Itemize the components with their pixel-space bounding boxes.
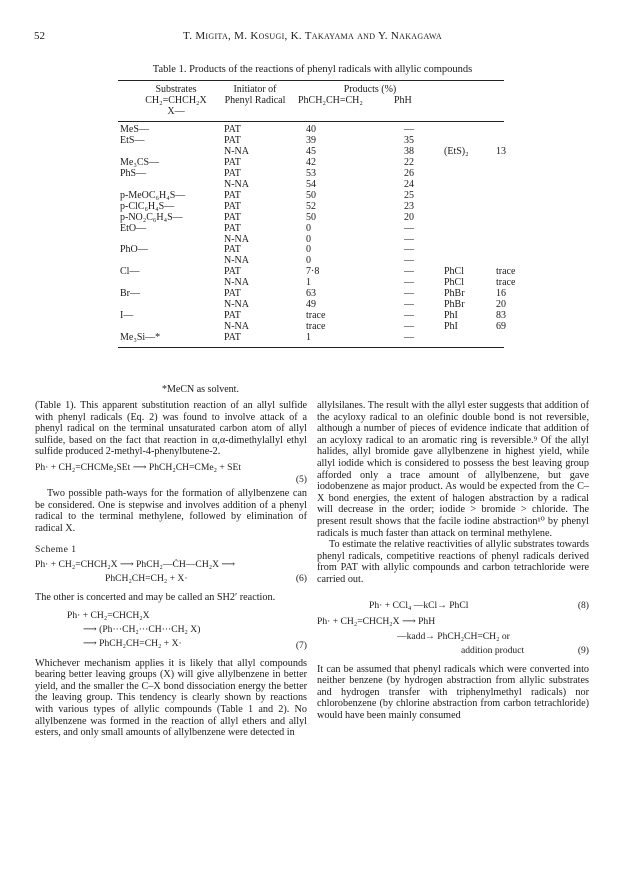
table-row bbox=[118, 289, 536, 300]
left-paragraph-2: Two possible path-ways for the formation of allylbenzene can be considered. One is stepwise and involves addition of a phenyl radical to the terminal methylene, followed by elimination of radical X. bbox=[35, 487, 307, 534]
allylbenzene-yield-cell: 45 bbox=[306, 145, 316, 157]
table-row bbox=[118, 136, 536, 147]
table-bottom-rule bbox=[118, 347, 504, 348]
substituent-cell: MeS— bbox=[120, 124, 149, 135]
allylbenzene-yield-cell: 40 bbox=[306, 124, 316, 135]
left-paragraph-4: Whichever mechanism applies it is likely that allyl compounds bearing better leaving groups (X) will give allylbenzene in better yield, and the smaller the C–X bond dissociation energy the better the leaving group. This tendency is clearly shown by reactions with various types of allylic compounds (Table 1 and 2). No allylbenzene was formed in the reaction of allyl ethers and allyl esters, and only small amounts of allylbenzene were detected in bbox=[35, 657, 307, 739]
other-yield-cell bbox=[496, 169, 536, 180]
allylbenzene-yield-cell: 39 bbox=[306, 134, 316, 146]
substituent-cell: p-NO₂C₆H₄S— bbox=[120, 211, 183, 223]
other-yield-cell bbox=[496, 191, 536, 202]
initiator-cell: PAT bbox=[224, 134, 241, 146]
other-yield-cell bbox=[496, 333, 536, 344]
substituent-cell: EtS— bbox=[120, 134, 145, 146]
benzene-yield-cell: 26 bbox=[404, 167, 414, 179]
initiator-cell: PAT bbox=[224, 288, 241, 300]
equation-8-number: (8) bbox=[577, 599, 589, 611]
right-column bbox=[317, 400, 589, 721]
equation-6-line-2: PhCH₂CH=CH₂ + X· bbox=[105, 572, 188, 584]
equation-7 bbox=[35, 610, 307, 654]
initiator-cell: N-NA bbox=[224, 178, 249, 190]
substituent-cell: p-MeOC₆H₄S— bbox=[120, 189, 186, 201]
benzene-yield-cell: — bbox=[404, 332, 414, 344]
table-top-rule bbox=[118, 80, 504, 81]
benzene-yield-cell: — bbox=[404, 233, 414, 245]
substituent-cell: Me₃Si—* bbox=[120, 332, 161, 344]
table-caption: Table 1. Products of the reactions of phenyl radicals with allylic compounds bbox=[152, 64, 473, 75]
table-row bbox=[118, 125, 536, 136]
initiator-cell: N-NA bbox=[224, 277, 249, 289]
other-product-cell: PhI bbox=[444, 321, 458, 333]
other-yield-cell: 83 bbox=[496, 310, 506, 322]
left-column bbox=[35, 400, 307, 739]
allylbenzene-yield-cell: 0 bbox=[306, 244, 311, 256]
page-number: 52 bbox=[34, 30, 45, 42]
initiator-cell: PAT bbox=[224, 200, 241, 212]
substituent-cell: Me₃CS— bbox=[120, 156, 160, 168]
equation-5 bbox=[35, 462, 307, 488]
table-row bbox=[118, 333, 536, 344]
equation-6-line-1: Ph· + CH₂=CHCH₂X ⟶ PhCH₂—ĊH—CH₂X ⟶ bbox=[35, 558, 236, 570]
table-row bbox=[118, 267, 536, 278]
other-yield-cell bbox=[496, 202, 536, 213]
substituent-cell: Cl— bbox=[120, 266, 140, 278]
substituent-cell: Br— bbox=[120, 288, 140, 300]
initiator-cell: PAT bbox=[224, 124, 241, 135]
initiator-cell: N-NA bbox=[224, 233, 249, 245]
benzene-yield-cell: 20 bbox=[404, 211, 414, 223]
running-header-authors: T. Migita, M. Kosugi, K. Takayama and Y. Nakagawa bbox=[183, 30, 442, 42]
other-product-cell bbox=[444, 224, 496, 235]
col-header-initiator bbox=[210, 84, 300, 106]
benzene-yield-cell: — bbox=[404, 255, 414, 267]
initiator-cell: PAT bbox=[224, 332, 241, 344]
equation-8-text: Ph· + CCl₄ —kCl→ PhCl bbox=[369, 599, 469, 611]
equation-5-text: Ph· + CH₂=CHCMe₂SEt ⟶ PhCH₂CH=CMe₂ + SEt bbox=[35, 461, 242, 473]
other-yield-cell bbox=[496, 235, 536, 246]
table-row bbox=[118, 322, 536, 333]
allylbenzene-yield-cell: 50 bbox=[306, 189, 316, 201]
substituent-cell: p-ClC₆H₄S— bbox=[120, 200, 175, 212]
benzene-yield-cell: 38 bbox=[404, 145, 414, 157]
benzene-yield-cell: 25 bbox=[404, 189, 414, 201]
allylbenzene-yield-cell: 1 bbox=[306, 332, 311, 344]
col-header-benzene: PhH bbox=[394, 95, 412, 106]
benzene-yield-cell: — bbox=[404, 321, 414, 333]
table-row bbox=[118, 245, 536, 256]
other-product-cell: (EtS)₂ bbox=[444, 145, 469, 157]
allylbenzene-yield-cell: 49 bbox=[306, 299, 316, 311]
initiator-cell: PAT bbox=[224, 266, 241, 278]
substituent-cell: PhS— bbox=[120, 167, 147, 179]
col-header-substrates-2: CH₂=CHCH₂X bbox=[145, 95, 207, 106]
equation-6-number: (6) bbox=[295, 572, 307, 584]
table-row bbox=[118, 169, 536, 180]
benzene-yield-cell: — bbox=[404, 310, 414, 322]
allylbenzene-yield-cell: 7·8 bbox=[306, 266, 320, 278]
substituent-cell: PhO— bbox=[120, 244, 148, 256]
table-row bbox=[118, 158, 536, 169]
benzene-yield-cell: 24 bbox=[404, 178, 414, 190]
table-row bbox=[118, 147, 536, 158]
other-yield-cell: 13 bbox=[496, 145, 506, 157]
benzene-yield-cell: — bbox=[404, 299, 414, 311]
other-product-cell bbox=[444, 213, 496, 224]
equation-9-line-2: —kadd→ PhCH₂CH=CH₂ or bbox=[397, 630, 510, 642]
table-row bbox=[118, 202, 536, 213]
benzene-yield-cell: — bbox=[404, 288, 414, 300]
col-header-substrates bbox=[136, 84, 216, 117]
other-product-cell: PhCl bbox=[444, 266, 465, 278]
equation-7-line-3: ⟶ PhCH₂CH=CH₂ + X· bbox=[83, 637, 182, 649]
other-yield-cell: 20 bbox=[496, 299, 506, 311]
other-product-cell bbox=[444, 333, 496, 344]
allylbenzene-yield-cell: 1 bbox=[306, 277, 311, 289]
right-paragraph-1: allylsilanes. The result with the allyl ester suggests that addition of the acyloxy radical to an olefinic double bond is not reversible, although a number of pieces of evidence indicate that addition of an acyloxy radical to an aromatic ring is reversible.⁹ Of the allyl halides, allyl bromide gave allylbenzene in highest yield, while allyl iodide which is considered to possess the best leaving group afforded only a trace amount of allylbenzene, but gave iodobenzene as major product. As would be expected from the C–X bond energies, the extent of halogen abstraction by a radical will decrease in the order; iodide > bromide > chloride. The present result shows that the facile iodine abstraction¹⁰ by phenyl radicals is much faster than attack on terminal methylene. bbox=[317, 400, 589, 539]
col-header-allylbenzene: PhCH₂CH=CH₂ bbox=[298, 95, 363, 106]
running-header bbox=[0, 30, 625, 42]
col-header-substrates-3: X— bbox=[167, 106, 185, 117]
benzene-yield-cell: 35 bbox=[404, 134, 414, 146]
initiator-cell: PAT bbox=[224, 244, 241, 256]
other-yield-cell bbox=[496, 180, 536, 191]
left-paragraph-1: (Table 1). This apparent substitution reaction of an allyl sulfide with phenyl radicals (Eq. 2) was found to involve attack of a phenyl radical on the terminal unsaturated carbon atom of allyl sulfide, based on the fact that reaction in α,α-dimethylallyl ethyl sulfide produced 2-methyl-4-phenylbutene-2. bbox=[35, 400, 307, 458]
substituent-cell: I— bbox=[120, 310, 134, 322]
col-header-substrates-1: Substrates bbox=[155, 84, 197, 95]
col-header-products: Products (%) bbox=[343, 84, 397, 95]
benzene-yield-cell: 23 bbox=[404, 200, 414, 212]
initiator-cell: PAT bbox=[224, 310, 241, 322]
equations-8-9 bbox=[317, 600, 589, 658]
benzene-yield-cell: — bbox=[404, 266, 414, 278]
table-row bbox=[118, 278, 536, 289]
initiator-cell: PAT bbox=[224, 189, 241, 201]
other-product-cell bbox=[444, 158, 496, 169]
other-product-cell bbox=[444, 235, 496, 246]
other-product-cell bbox=[444, 169, 496, 180]
benzene-yield-cell: 22 bbox=[404, 156, 414, 168]
initiator-cell: N-NA bbox=[224, 299, 249, 311]
allylbenzene-yield-cell: 0 bbox=[306, 255, 311, 267]
allylbenzene-yield-cell: trace bbox=[306, 310, 326, 322]
col-header-initiator-1: Initiator of bbox=[233, 84, 277, 95]
initiator-cell: N-NA bbox=[224, 321, 249, 333]
benzene-yield-cell: — bbox=[404, 124, 414, 135]
table-row bbox=[118, 300, 536, 311]
right-paragraph-2: To estimate the relative reactivities of allylic substrates towards phenyl radicals, competitive reactions of phenyl radicals derived from PAT with allylic compounds and carbon tetrachloride were carried out. bbox=[317, 539, 589, 585]
other-product-cell bbox=[444, 202, 496, 213]
table-row bbox=[118, 191, 536, 202]
other-product-cell: PhCl bbox=[444, 277, 465, 289]
equation-5-number: (5) bbox=[295, 473, 307, 485]
initiator-cell: PAT bbox=[224, 156, 241, 168]
other-yield-cell bbox=[496, 125, 536, 136]
equation-7-line-2: ⟶ (Ph···CH₂···CH···CH₂ X) bbox=[83, 623, 201, 635]
allylbenzene-yield-cell: 0 bbox=[306, 222, 311, 234]
other-product-cell: PhI bbox=[444, 310, 458, 322]
equation-7-line-1: Ph· + CH₂=CHCH₂X bbox=[67, 609, 150, 621]
other-product-cell: PhBr bbox=[444, 299, 465, 311]
allylbenzene-yield-cell: 42 bbox=[306, 156, 316, 168]
table-row bbox=[118, 224, 536, 235]
other-product-cell bbox=[444, 125, 496, 136]
other-yield-cell bbox=[496, 158, 536, 169]
initiator-cell: PAT bbox=[224, 167, 241, 179]
equation-9-line-1: Ph· + CH₂=CHCH₂X ⟶ PhH bbox=[317, 615, 436, 627]
other-yield-cell bbox=[496, 224, 536, 235]
equation-9-number: (9) bbox=[577, 644, 589, 656]
allylbenzene-yield-cell: 63 bbox=[306, 288, 316, 300]
initiator-cell: PAT bbox=[224, 211, 241, 223]
other-yield-cell bbox=[496, 213, 536, 224]
initiator-cell: PAT bbox=[224, 222, 241, 234]
other-yield-cell: 69 bbox=[496, 321, 506, 333]
allylbenzene-yield-cell: 53 bbox=[306, 167, 316, 179]
equation-9-line-3: addition product bbox=[461, 644, 525, 656]
benzene-yield-cell: — bbox=[404, 277, 414, 289]
allylbenzene-yield-cell: 0 bbox=[306, 233, 311, 245]
table-row bbox=[118, 213, 536, 224]
benzene-yield-cell: — bbox=[404, 222, 414, 234]
other-yield-cell bbox=[496, 245, 536, 256]
allylbenzene-yield-cell: 50 bbox=[306, 211, 316, 223]
other-product-cell bbox=[444, 180, 496, 191]
substituent-cell bbox=[118, 300, 224, 311]
products-table bbox=[118, 125, 536, 344]
initiator-cell: N-NA bbox=[224, 145, 249, 157]
other-yield-cell: trace bbox=[496, 277, 516, 289]
scheme-label: Scheme 1 bbox=[35, 544, 77, 556]
initiator-cell: N-NA bbox=[224, 255, 249, 267]
table-row bbox=[118, 311, 536, 322]
allylbenzene-yield-cell: 52 bbox=[306, 200, 316, 212]
products-table-body bbox=[118, 125, 536, 344]
left-paragraph-3: The other is concerted and may be called an SH2′ reaction. bbox=[35, 591, 276, 603]
benzene-yield-cell: — bbox=[404, 244, 414, 256]
other-yield-cell: 16 bbox=[496, 288, 506, 300]
other-product-cell: PhBr bbox=[444, 288, 465, 300]
table-row bbox=[118, 235, 536, 246]
col-header-initiator-2: Phenyl Radical bbox=[224, 95, 286, 106]
right-paragraph-3: It can be assumed that phenyl radicals which were converted into neither benzene (by hydrogen abstraction from allylic substrates and hydrogen transfer with triphenylmethyl radicals) nor chlorobenzene (by chlorine abstraction from carbon tetrachloride) would have been mainly consumed bbox=[317, 663, 589, 721]
other-product-cell bbox=[444, 191, 496, 202]
other-product-cell bbox=[444, 245, 496, 256]
equation-7-number: (7) bbox=[295, 639, 307, 651]
allylbenzene-yield-cell: trace bbox=[306, 321, 326, 333]
table-row bbox=[118, 256, 536, 267]
other-yield-cell: trace bbox=[496, 266, 516, 278]
table-footnote: *MeCN as solvent. bbox=[162, 384, 239, 395]
substituent-cell: EtO— bbox=[120, 222, 147, 234]
table-header-rule bbox=[118, 121, 504, 122]
allylbenzene-yield-cell: 54 bbox=[306, 178, 316, 190]
equation-6 bbox=[35, 559, 307, 587]
